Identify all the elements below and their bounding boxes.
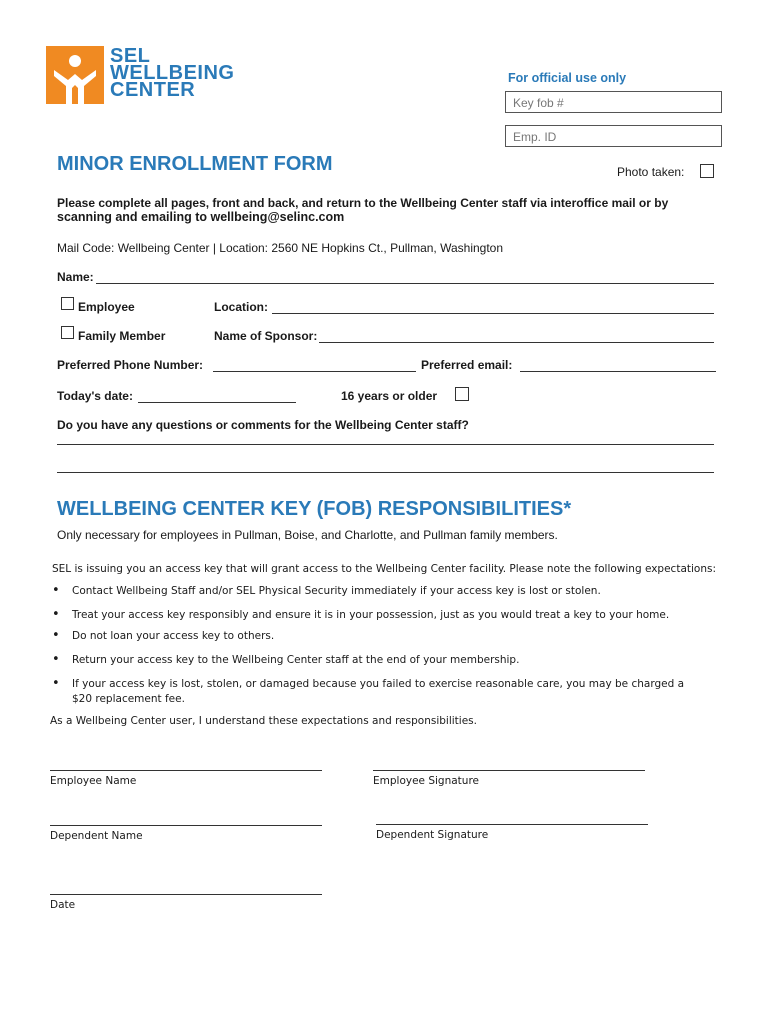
phone-label: Preferred Phone Number:: [57, 358, 204, 372]
logo-line-2: WELLBEING: [110, 62, 235, 84]
employee-signature-line[interactable]: [373, 770, 645, 771]
employee-checkbox[interactable]: [61, 297, 74, 310]
form-title: MINOR ENROLLMENT FORM: [57, 153, 333, 175]
employee-name-label: Employee Name: [50, 775, 137, 787]
date-line[interactable]: [50, 894, 322, 895]
official-use-heading: For official use only: [508, 71, 627, 85]
employee-label: Employee: [78, 300, 135, 314]
fob-intro: SEL is issuing you an access key that will grant access to the Wellbeing Center facility. Please note the following expectations:: [52, 563, 717, 575]
name-label: Name:: [57, 270, 94, 284]
logo-line-3: CENTER: [110, 79, 196, 101]
location-label: Location:: [214, 300, 268, 314]
dependent-name-line[interactable]: [50, 825, 322, 826]
employee-name-line[interactable]: [50, 770, 322, 771]
sponsor-label: Name of Sponsor:: [214, 329, 318, 343]
list-item: • Contact Wellbeing Staff and/or SEL Physical Security immediately if your access key is lost or stolen.: [50, 584, 690, 599]
dependent-signature-line[interactable]: [376, 824, 648, 825]
questions-line-1[interactable]: [57, 444, 714, 445]
questions-line-2[interactable]: [57, 472, 714, 473]
family-member-label: Family Member: [78, 329, 166, 343]
age-checkbox[interactable]: [455, 387, 469, 401]
dependent-name-label: Dependent Name: [50, 830, 143, 842]
mail-code: Mail Code: Wellbeing Center | Location: 2560 NE Hopkins Ct., Pullman, Washington: [57, 241, 504, 255]
list-item: • Treat your access key responsibly and ensure it is in your possession, just as you would treat a key to your home.: [50, 608, 690, 623]
logo-mark-icon: [46, 46, 104, 104]
todays-date-line[interactable]: [138, 402, 296, 403]
todays-date-label: Today's date:: [57, 389, 133, 403]
key-fob-field[interactable]: Key fob #: [505, 91, 722, 113]
logo: [46, 46, 246, 106]
fob-title: WELLBEING CENTER KEY (FOB) RESPONSIBILITIES*: [57, 498, 572, 520]
fob-bullet-list: [50, 584, 690, 716]
emp-id-field[interactable]: Emp. ID: [505, 125, 722, 147]
instructions-line-2: scanning and emailing to wellbeing@selinc.com: [57, 210, 345, 224]
list-item: • If your access key is lost, stolen, or damaged because you failed to exercise reasonable care, you may be charged a $20 replacement fee.: [50, 677, 690, 707]
family-member-checkbox[interactable]: [61, 326, 74, 339]
questions-label: Do you have any questions or comments for the Wellbeing Center staff?: [57, 418, 469, 432]
photo-taken-checkbox[interactable]: [700, 164, 714, 178]
date-label: Date: [50, 899, 76, 911]
list-item: • Do not loan your access key to others.: [50, 629, 690, 644]
sponsor-line[interactable]: [319, 342, 714, 343]
instructions-line-1: Please complete all pages, front and back, and return to the Wellbeing Center staff via interoffice mail or by: [57, 196, 669, 210]
list-item: • Return your access key to the Wellbeing Center staff at the end of your membership.: [50, 653, 690, 668]
age-label: 16 years or older: [341, 389, 438, 403]
name-line[interactable]: [96, 283, 714, 284]
employee-signature-label: Employee Signature: [373, 775, 479, 787]
logo-line-1: SEL: [110, 45, 151, 67]
acknowledge-text: As a Wellbeing Center user, I understand these expectations and responsibilities.: [50, 715, 477, 727]
dependent-signature-label: Dependent Signature: [376, 829, 489, 841]
phone-line[interactable]: [213, 371, 416, 372]
email-label: Preferred email:: [421, 358, 513, 372]
location-line[interactable]: [272, 313, 714, 314]
fob-subtitle: Only necessary for employees in Pullman, Boise, and Charlotte, and Pullman family members.: [57, 528, 558, 542]
email-line[interactable]: [520, 371, 716, 372]
photo-taken-label: Photo taken:: [617, 165, 685, 179]
